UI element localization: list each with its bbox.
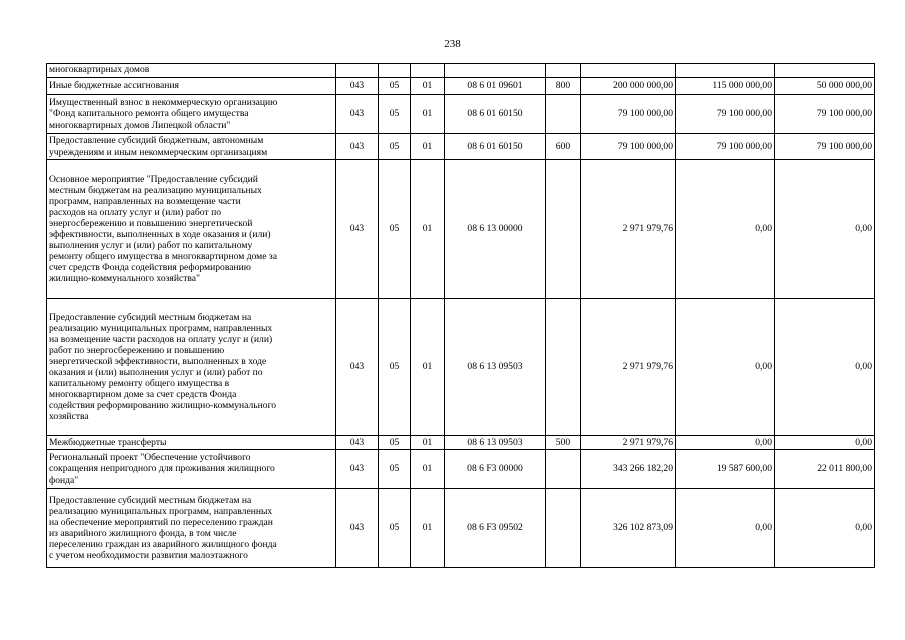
table-row — [47, 160, 875, 299]
row-name: Региональный проект "Обеспечение устойчивого сокращения непригодного для проживания жилищного фонда" — [47, 450, 336, 489]
target-article-code: 08 6 13 00000 — [445, 160, 546, 299]
expense-type-code — [546, 95, 581, 134]
section-code: 05 — [379, 450, 411, 489]
amount-year-2: 0,00 — [676, 436, 775, 450]
amount-year-2: 0,00 — [676, 160, 775, 299]
subsection-code: 01 — [411, 489, 445, 568]
table-row — [47, 489, 875, 568]
amount-year-2: 0,00 — [676, 299, 775, 436]
table-row — [47, 134, 875, 160]
table-row — [47, 299, 875, 436]
row-name: Основное мероприятие "Предоставление субсидий местным бюджетам на реализацию муниципальных программ, направленных на возмещение части расходов на оплату услуг и (или) работ по энергосбережению и повышению энергетической эффективности, выполненных в ходе оказания и (или) выполнения услуг и (или) работ по капитальному ремонту общего имущества в многоквартирном доме за счет средств Фонда содействия реформированию жилищно-коммунального хозяйства" — [47, 160, 336, 299]
expense-type-code — [546, 64, 581, 78]
target-article-code — [445, 64, 546, 78]
subsection-code: 01 — [411, 450, 445, 489]
subsection-code: 01 — [411, 436, 445, 450]
amount-year-1: 343 266 182,20 — [581, 450, 676, 489]
table-row — [47, 450, 875, 489]
target-article-code: 08 6 01 60150 — [445, 95, 546, 134]
section-code: 05 — [379, 95, 411, 134]
ministry-code: 043 — [336, 95, 379, 134]
target-article-code: 08 6 01 60150 — [445, 134, 546, 160]
amount-year-1: 326 102 873,09 — [581, 489, 676, 568]
subsection-code — [411, 64, 445, 78]
row-name: Предоставление субсидий местным бюджетам на реализацию муниципальных программ, направленных на возмещение части расходов на оплату услуг и (или) работ по энергосбережению и повышению энергетической эффективности, выполненных в ходе оказания и (или) выполнения услуг и (или) работ по капитальному ремонту общего имущества в многоквартирном доме за счет средств Фонда содействия реформированию жилищно-коммунального хозяйства — [47, 299, 336, 436]
amount-year-1 — [581, 64, 676, 78]
expense-type-code — [546, 450, 581, 489]
row-name: Предоставление субсидий бюджетным, автономным учреждениям и иным некоммерческим организациям — [47, 134, 336, 160]
amount-year-3: 50 000 000,00 — [775, 78, 875, 95]
amount-year-1: 2 971 979,76 — [581, 160, 676, 299]
ministry-code: 043 — [336, 160, 379, 299]
subsection-code: 01 — [411, 95, 445, 134]
target-article-code: 08 6 13 09503 — [445, 299, 546, 436]
row-name: Предоставление субсидий местным бюджетам на реализацию муниципальных программ, направленных на обеспечение мероприятий по переселению граждан из аварийного жилищного фонда, в том числе переселению граждан из аварийного жилищного фонда с учетом необходимости развития малоэтажного — [47, 489, 336, 568]
amount-year-3: 0,00 — [775, 299, 875, 436]
target-article-code: 08 6 F3 09502 — [445, 489, 546, 568]
amount-year-1: 79 100 000,00 — [581, 134, 676, 160]
ministry-code: 043 — [336, 299, 379, 436]
ministry-code: 043 — [336, 436, 379, 450]
amount-year-1: 79 100 000,00 — [581, 95, 676, 134]
target-article-code: 08 6 13 09503 — [445, 436, 546, 450]
row-name: Иные бюджетные ассигнования — [47, 78, 336, 95]
section-code — [379, 64, 411, 78]
ministry-code: 043 — [336, 450, 379, 489]
ministry-code: 043 — [336, 134, 379, 160]
section-code: 05 — [379, 134, 411, 160]
budget-table — [46, 63, 875, 568]
subsection-code: 01 — [411, 134, 445, 160]
expense-type-code — [546, 299, 581, 436]
amount-year-2: 79 100 000,00 — [676, 134, 775, 160]
ministry-code — [336, 64, 379, 78]
subsection-code: 01 — [411, 299, 445, 436]
amount-year-1: 2 971 979,76 — [581, 299, 676, 436]
amount-year-3: 0,00 — [775, 160, 875, 299]
amount-year-1: 200 000 000,00 — [581, 78, 676, 95]
row-name: многоквартирных домов — [47, 64, 336, 78]
ministry-code: 043 — [336, 489, 379, 568]
section-code: 05 — [379, 160, 411, 299]
expense-type-code: 500 — [546, 436, 581, 450]
amount-year-2: 115 000 000,00 — [676, 78, 775, 95]
amount-year-2: 0,00 — [676, 489, 775, 568]
row-name: Имущественный взнос в некоммерческую организацию "Фонд капитального ремонта общего имущества многоквартирных домов Липецкой области" — [47, 95, 336, 134]
ministry-code: 043 — [336, 78, 379, 95]
amount-year-2: 19 587 600,00 — [676, 450, 775, 489]
target-article-code: 08 6 F3 00000 — [445, 450, 546, 489]
table-row — [47, 78, 875, 95]
subsection-code: 01 — [411, 78, 445, 95]
section-code: 05 — [379, 299, 411, 436]
page-number: 238 — [444, 38, 461, 50]
row-name: Межбюджетные трансферты — [47, 436, 336, 450]
expense-type-code — [546, 160, 581, 299]
section-code: 05 — [379, 489, 411, 568]
amount-year-2: 79 100 000,00 — [676, 95, 775, 134]
section-code: 05 — [379, 436, 411, 450]
target-article-code: 08 6 01 09601 — [445, 78, 546, 95]
table-row — [47, 64, 875, 78]
section-code: 05 — [379, 78, 411, 95]
amount-year-3: 0,00 — [775, 436, 875, 450]
expense-type-code — [546, 489, 581, 568]
amount-year-2 — [676, 64, 775, 78]
table-row — [47, 436, 875, 450]
table-row — [47, 95, 875, 134]
amount-year-3: 0,00 — [775, 489, 875, 568]
expense-type-code: 800 — [546, 78, 581, 95]
subsection-code: 01 — [411, 160, 445, 299]
amount-year-3 — [775, 64, 875, 78]
amount-year-1: 2 971 979,76 — [581, 436, 676, 450]
amount-year-3: 22 011 800,00 — [775, 450, 875, 489]
amount-year-3: 79 100 000,00 — [775, 95, 875, 134]
expense-type-code: 600 — [546, 134, 581, 160]
amount-year-3: 79 100 000,00 — [775, 134, 875, 160]
